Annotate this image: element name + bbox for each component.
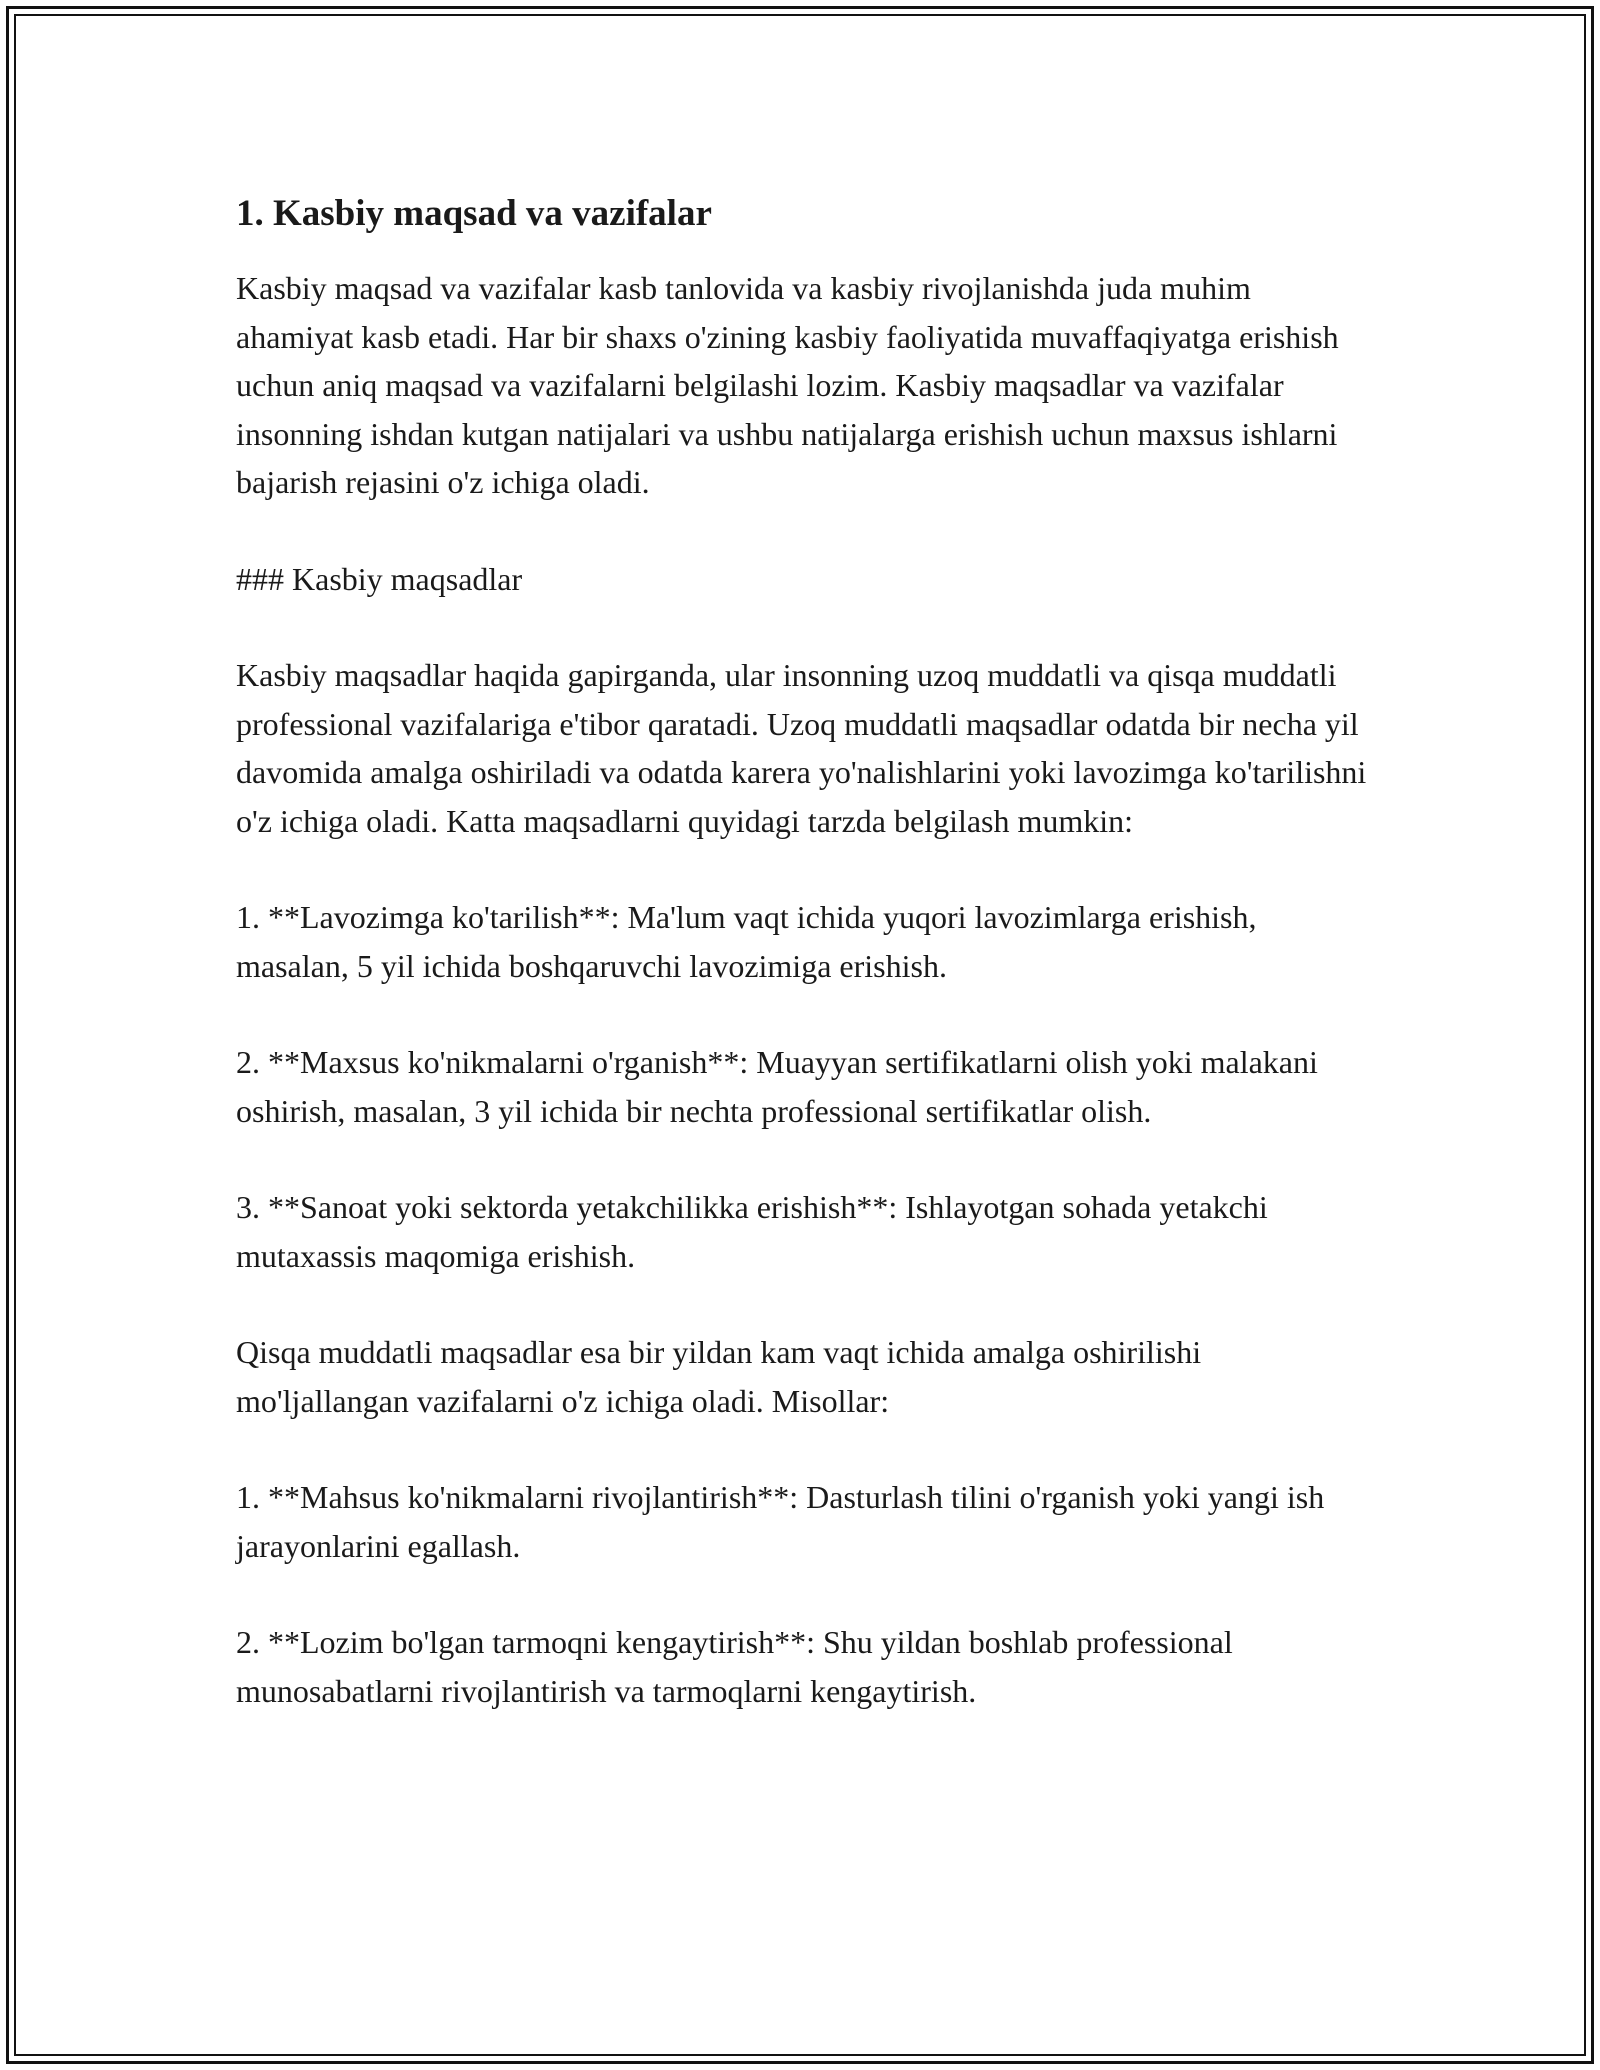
list-item-leadership: 3. **Sanoat yoki sektorda yetakchilikka erishish**: Ishlayotgan sohada yetakchi mutaxassis maqomiga erishish. (236, 1189, 1268, 1274)
list-item-special-skills: 2. **Maxsus ko'nikmalarni o'rganish**: Muayyan sertifikatlarni olish yoki malakani oshirish, masalan, 3 yil ichida bir nechta professional sertifikatlar olish. (236, 1044, 1318, 1129)
list-item-skill-development: 1. **Mahsus ko'nikmalarni rivojlantirish**: Dasturlash tilini o'rganish yoki yangi ish jarayonlarini egallash. (236, 1479, 1325, 1564)
document-body (236, 186, 1376, 1763)
long-term-goals-paragraph: Kasbiy maqsadlar haqida gapirganda, ular insonning uzoq muddatli va qisqa muddatli professional vazifalariga e'tibor qaratadi. Uzoq muddatli maqsadlar odatda bir necha yil davomida amalga oshiriladi va odatda karera yo'nalishlarini yoki lavozimga ko'tarilishni o'z ichiga oladi. Katta maqsadlarni quyidagi tarzda belgilash mumkin: (236, 657, 1367, 839)
section-heading: 1. Kasbiy maqsad va vazifalar (236, 193, 712, 234)
intro-paragraph: Kasbiy maqsad va vazifalar kasb tanlovida va kasbiy rivojlanishda juda muhim ahamiyat kasb etadi. Har bir shaxs o'zining kasbiy faoliyatida muvaffaqiyatga erishish uchun aniq maqsad va vazifalarni belgilashi lozim. Kasbiy maqsadlar va vazifalar insonning ishdan kutgan natijalari va ushbu natijalarga erishish uchun maxsus ishlarni bajarish rejasini o'z ichiga oladi. (236, 270, 1339, 500)
subheading-markdown: ### Kasbiy maqsadlar (236, 560, 523, 597)
short-term-goals-paragraph: Qisqa muddatli maqsadlar esa bir yildan kam vaqt ichida amalga oshirilishi mo'ljallangan vazifalarni o'z ichiga oladi. Misollar: (236, 1334, 1202, 1419)
list-item-network-expansion: 2. **Lozim bo'lgan tarmoqni kengaytirish**: Shu yildan boshlab professional munosabatlarni rivojlantirish va tarmoqlarni kengaytirish. (236, 1624, 1233, 1709)
list-item-promotion: 1. **Lavozimga ko'tarilish**: Ma'lum vaqt ichida yuqori lavozimlarga erishish, masalan, 5 yil ichida boshqaruvchi lavozimiga erishish. (236, 899, 1257, 984)
